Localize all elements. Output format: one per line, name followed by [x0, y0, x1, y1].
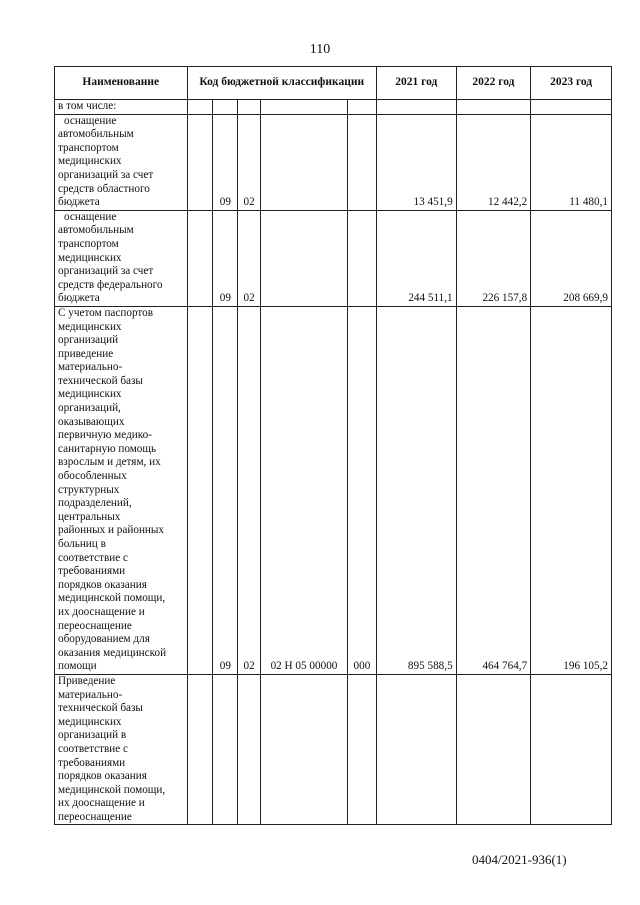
name-line: бюджета — [58, 292, 100, 305]
name-line: медицинских — [58, 388, 122, 401]
name-line: порядков оказания — [58, 578, 147, 591]
name-line: больниц в — [58, 538, 106, 550]
code-cell-c5 — [347, 114, 376, 210]
code-cell-c2 — [213, 674, 238, 825]
name-line: переоснащение — [58, 810, 132, 823]
name-line: их дооснащение и — [58, 797, 145, 810]
amount-y2023: 196 105,2 — [531, 306, 612, 674]
name-line: средств федерального — [58, 278, 163, 291]
code-cell-c1 — [187, 674, 213, 825]
name-line: санитарную помощь — [58, 442, 157, 455]
name-line: бюджета — [58, 196, 100, 209]
row-name — [55, 210, 188, 306]
name-line: требованиями — [58, 756, 126, 769]
name-line: оказания медицинской — [58, 646, 167, 659]
code-cell-c1 — [187, 114, 213, 210]
name-line: материально- — [58, 361, 123, 374]
name-line: Приведение — [58, 674, 116, 687]
name-line: С учетом паспортов — [58, 306, 154, 319]
name-line: автомобильным — [58, 128, 134, 141]
row-name — [55, 674, 188, 825]
amount-y2021 — [376, 674, 456, 825]
code-cell-c3: 02 — [238, 210, 261, 306]
header-budget-code: Код бюджетной классификации — [187, 67, 376, 100]
name-line: организаций за счет — [58, 168, 154, 181]
name-line: транспортом — [58, 237, 119, 250]
amount-y2022: 226 157,8 — [456, 210, 531, 306]
code-cell-c3: 02 — [238, 306, 261, 674]
code-cell-c2: 09 — [213, 114, 238, 210]
amount-y2023: 11 480,1 — [531, 114, 612, 210]
code-cell-c2: 09 — [213, 306, 238, 674]
amount-y2021: 244 511,1 — [376, 210, 456, 306]
name-line: технической базы — [58, 702, 143, 715]
code-cell-c1 — [187, 210, 213, 306]
name-line: помощи — [58, 660, 97, 673]
name-line: оказывающих — [58, 415, 125, 428]
name-line: оборудованием для — [58, 633, 150, 646]
amount-y2023: 208 669,9 — [531, 210, 612, 306]
name-line: средств областного — [58, 182, 150, 195]
name-line: организаций — [58, 334, 119, 347]
name-line: медицинских — [58, 155, 122, 168]
name-line: взрослым и детям, их — [58, 456, 161, 469]
code-cell-c5: 000 — [347, 306, 376, 674]
header-name: Наименование — [55, 67, 188, 100]
table-row — [55, 306, 612, 674]
including-row — [55, 100, 612, 115]
name-line: медицинской помощи, — [58, 783, 166, 796]
name-line: оснащение — [64, 210, 117, 223]
name-line: порядков оказания — [58, 770, 147, 783]
table-row — [55, 674, 612, 825]
name-line: медицинских — [58, 320, 122, 333]
name-line: организаций, — [58, 402, 121, 415]
header-2021: 2021 год — [376, 67, 456, 100]
name-line: технической базы — [58, 374, 143, 387]
name-line: организаций в — [58, 729, 127, 742]
amount-y2023 — [531, 674, 612, 825]
name-line: переоснащение — [58, 619, 132, 632]
code-cell-c5 — [347, 210, 376, 306]
name-line: транспортом — [58, 141, 119, 154]
code-cell-c4 — [261, 674, 348, 825]
header-2023: 2023 год — [531, 67, 612, 100]
name-line: их дооснащение и — [58, 605, 145, 618]
code-cell-c5 — [347, 674, 376, 825]
code-cell-c4 — [261, 114, 348, 210]
page-number: 110 — [309, 42, 331, 57]
name-line: медицинской помощи, — [58, 592, 166, 605]
name-line: медицинских — [58, 715, 122, 728]
name-line: автомобильным — [58, 224, 134, 237]
code-cell-c3 — [238, 674, 261, 825]
name-line: материально- — [58, 688, 123, 701]
name-line: соответствие с — [58, 551, 128, 564]
table-row — [55, 114, 612, 210]
code-cell-c1 — [187, 306, 213, 674]
name-line: медицинских — [58, 251, 122, 264]
name-line: приведение — [58, 347, 114, 360]
code-cell-c4: 02 Н 05 00000 — [261, 306, 348, 674]
amount-y2021: 895 588,5 — [376, 306, 456, 674]
name-line: требованиями — [58, 565, 126, 578]
name-line: оснащение — [64, 114, 117, 127]
code-cell-c3: 02 — [238, 114, 261, 210]
amount-y2022: 464 764,7 — [456, 306, 531, 674]
name-line: центральных — [58, 510, 121, 523]
amount-y2022: 12 442,2 — [456, 114, 531, 210]
document-code: 0404/2021-936(1) — [472, 852, 567, 867]
amount-y2022 — [456, 674, 531, 825]
name-line: районных и районных — [58, 524, 165, 537]
table-row — [55, 210, 612, 306]
name-line: первичную медико- — [58, 429, 152, 442]
name-line: подразделений, — [58, 497, 132, 510]
name-line: структурных — [58, 483, 120, 496]
header-2022: 2022 год — [456, 67, 531, 100]
name-line: организаций за счет — [58, 265, 154, 278]
code-cell-c4 — [261, 210, 348, 306]
code-cell-c2: 09 — [213, 210, 238, 306]
amount-y2021: 13 451,9 — [376, 114, 456, 210]
budget-table — [54, 66, 612, 825]
name-line: обособленных — [58, 470, 127, 483]
row-name — [55, 114, 188, 210]
name-line: соответствие с — [58, 742, 128, 755]
including-label: в том числе: — [55, 100, 188, 115]
row-name — [55, 306, 188, 674]
table-header-row — [55, 67, 612, 100]
